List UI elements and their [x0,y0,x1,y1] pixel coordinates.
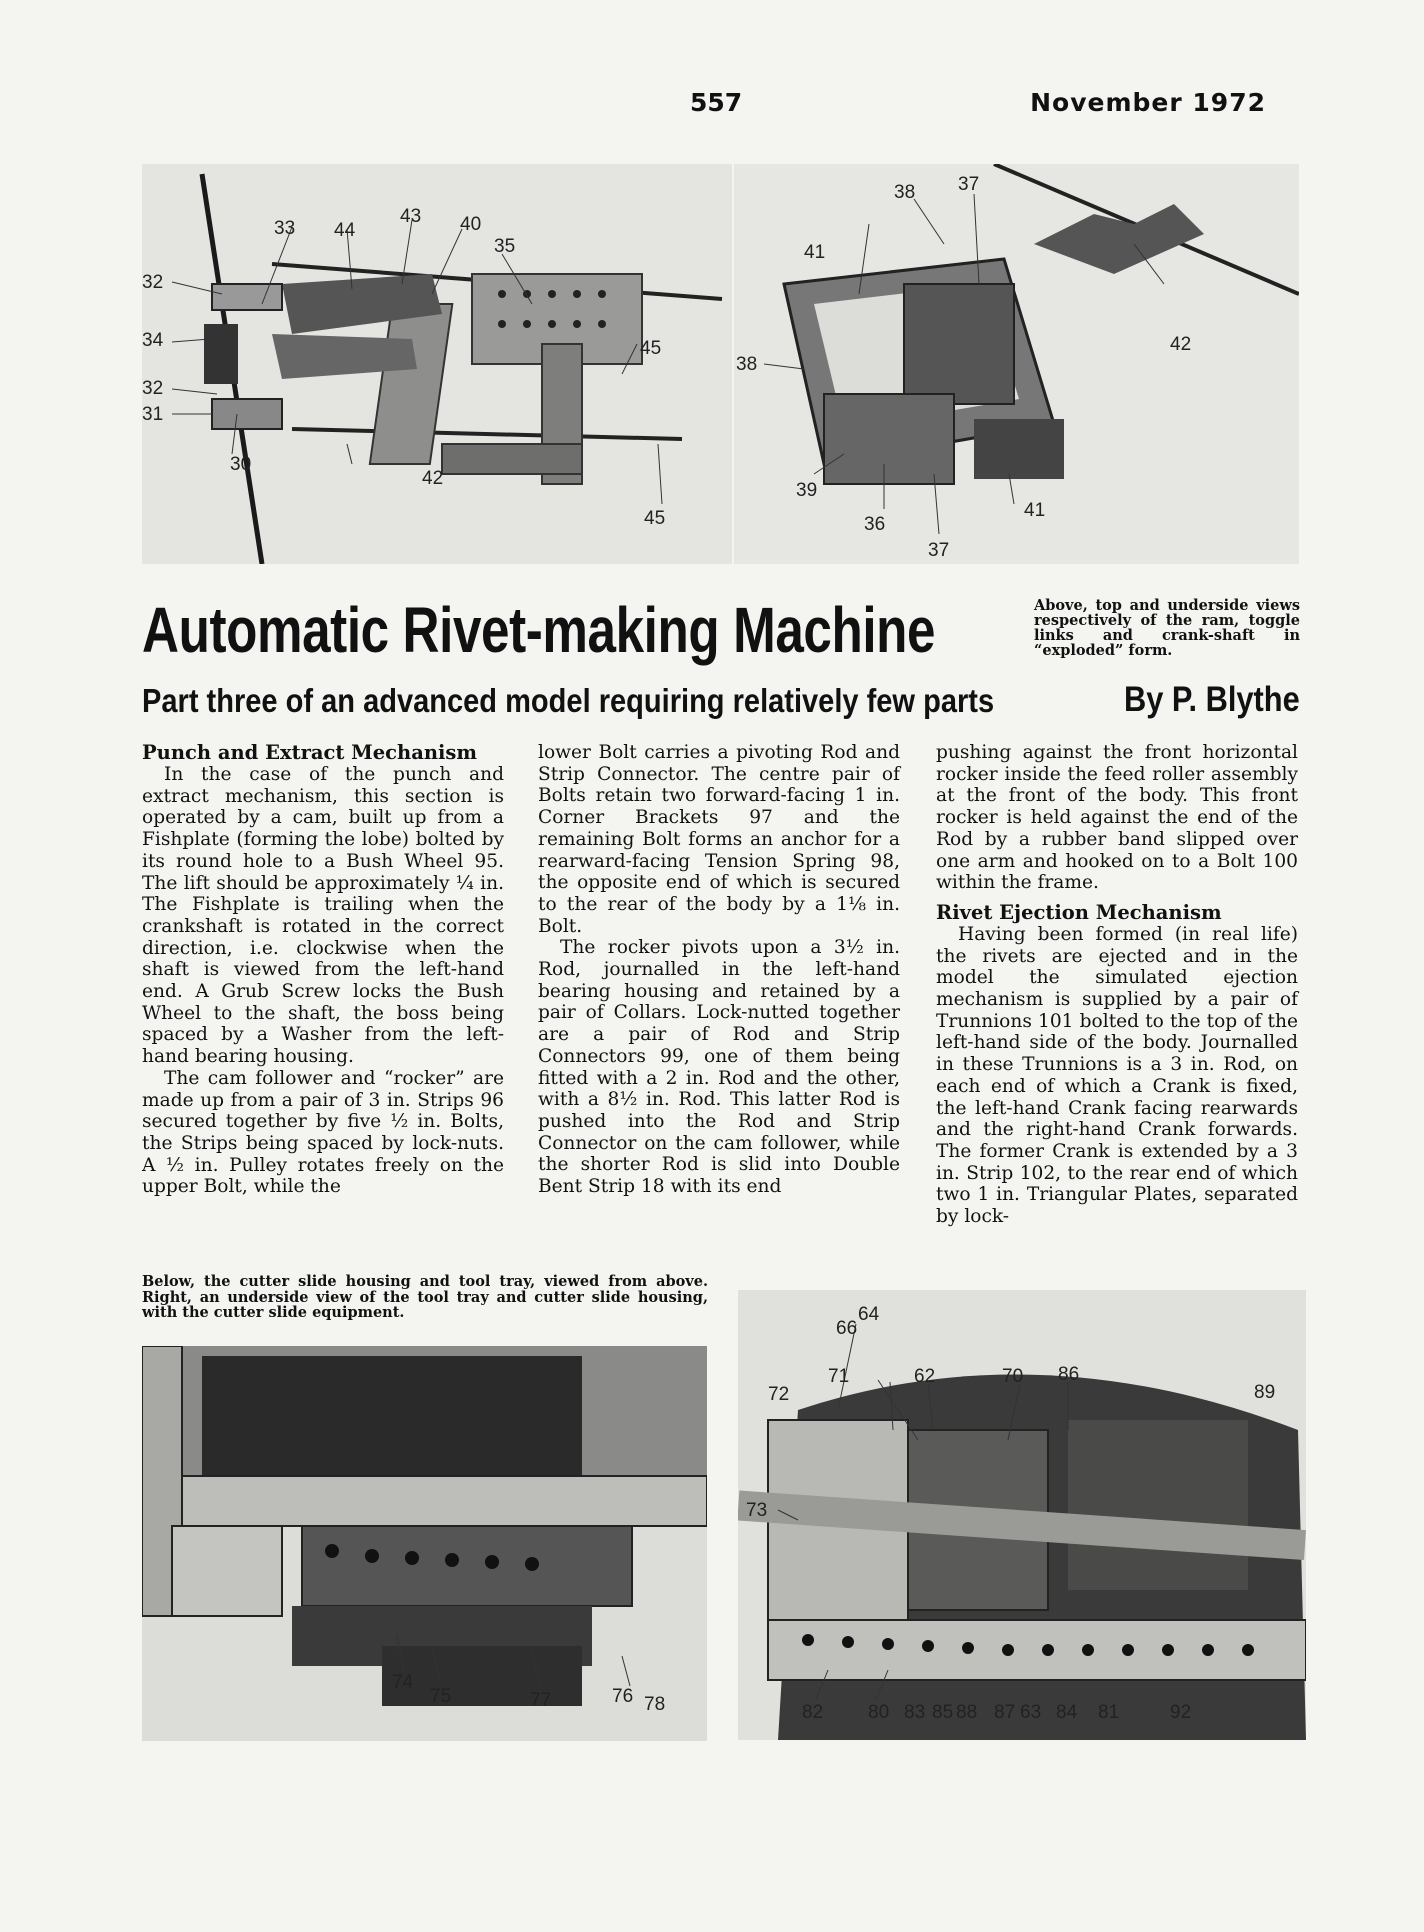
bottom-photo-caption: Below, the cutter slide housing and tool tray, viewed from above. Right, an underside view of the tool tray and cutter slide housing, with the cutter slide equipment. [142,1273,708,1321]
photo-cutter-slide-top-view [142,1346,707,1741]
callout-label: 42 [422,468,444,489]
callout-label: 40 [460,214,482,235]
photo-ram-top-view [142,164,732,564]
paragraph: The cam follower and “rocker” are made up from a pair of 3 in. Strips 96 secured together by five ½ in. Bolts, the Strips being spaced by lock-nuts. A ½ in. Pulley rotates freely on the upper Bolt, while the [142,1067,504,1198]
callout-label: 75 [430,1686,452,1707]
paragraph: The rocker pivots upon a 3½ in. Rod, journalled in the left-hand bearing housing and retained by a pair of Collars. Lock-nutted together are a pair of Rod and Strip Connectors 99, one of them being fitted with a 2 in. Rod and the other, with a 8½ in. Rod. This latter Rod is pushed into the Rod and Strip Connector on the cam follower, while the shorter Rod is slid into Double Bent Strip 18 with its end [538,937,900,1198]
callout-label: 86 [1058,1364,1080,1385]
paragraph: lower Bolt carries a pivoting Rod and Strip Connector. The centre pair of Bolts retain two forward-facing 1 in. Corner Brackets 97 and the remaining Bolt forms an anchor for a rearward-facing Tension Spring 98, the opposite end of which is secured to the rear of the body by a 1⅛ in. Bolt. [538,742,900,937]
article-byline: By P. Blythe [1124,680,1300,719]
callout-label: 33 [274,218,296,239]
paragraph: Having been formed (in real life) the rivets are ejected and in the model the simulated ejection mechanism is supplied by a pair of Trunnions 101 bolted to the top of the left-hand side of the body. Journalled in these Trunnions is a 3 in. Rod, on each end of which a Crank is fixed, the left-hand Crank facing rearwards and the right-hand Crank forwards. The former Crank is extended by a 3 in. Strip 102, to the rear end of which two 1 in. Triangular Plates, separated by lock- [936,923,1298,1228]
text-column-2 [538,742,900,1198]
callout-label: 42 [1170,334,1192,355]
callout-label: 31 [142,404,164,425]
callout-label: 63 [1020,1702,1042,1723]
callout-label: 43 [400,206,422,227]
callout-label: 38 [894,182,916,203]
callout-label: 32 [142,272,164,293]
callout-label: 36 [864,514,886,535]
callout-label: 80 [868,1702,890,1723]
callout-label: 39 [796,480,818,501]
callout-label: 84 [1056,1702,1078,1723]
callout-label: 82 [802,1702,824,1723]
text-column-1 [142,742,504,1198]
section-heading: Punch and Extract Mechanism [142,741,478,764]
text-column-3 [936,742,1298,1228]
callout-label: 74 [392,1672,414,1693]
callout-label: 62 [914,1366,936,1387]
callout-label: 66 [836,1318,858,1339]
callout-label: 30 [230,454,252,475]
photo-ram-underside-view [734,164,1299,564]
callout-label: 88 [956,1702,978,1723]
callout-label: 64 [858,1304,880,1325]
callout-label: 83 [904,1702,926,1723]
page-number: 557 [690,88,743,117]
callout-label: 92 [1170,1702,1192,1723]
callout-label: 45 [640,338,662,359]
callout-label: 70 [1002,1366,1024,1387]
section-heading: Rivet Ejection Mechanism [936,900,1222,924]
callout-label: 44 [334,220,356,241]
callout-label: 35 [494,236,516,257]
article-title: Automatic Rivet-making Machine [142,594,936,666]
photo-cutter-slide-underside-view [738,1290,1306,1740]
callout-label: 81 [1098,1702,1120,1723]
callout-label: 77 [530,1690,552,1711]
paragraph: pushing against the front horizontal rocker inside the feed roller assembly at the front of the body. This front rocker is held against the end of the Rod by a rubber band slipped over one arm and hooked on to a Bolt 100 within the frame. [936,742,1298,894]
callout-label: 71 [828,1366,850,1387]
callout-label: 72 [768,1384,790,1405]
paragraph: In the case of the punch and extract mechanism, this section is operated by a cam, built up from a Fishplate (forming the lobe) bolted by its round hole to a Bush Wheel 95. The lift should be approximately ¼ in. The Fishplate is trailing when the crankshaft is rotated in the correct direction, i.e. clockwise when the shaft is viewed from the left-hand end. A Grub Screw locks the Bush Wheel to the shaft, the boss being spaced by a Washer from the left-hand bearing housing. [142,764,504,1068]
callout-label: 37 [958,174,980,195]
top-photo-caption: Above, top and underside views respectively of the ram, toggle links and crank-shaft in “exploded” form. [1034,597,1300,659]
issue-date: November 1972 [1030,88,1266,117]
callout-label: 38 [736,354,758,375]
callout-label: 32 [142,378,164,399]
callout-label: 45 [644,508,666,529]
callout-label: 37 [928,540,950,561]
callout-label: 78 [644,1694,666,1715]
callout-label: 87 [994,1702,1016,1723]
callout-label: 73 [746,1500,768,1521]
callout-label: 41 [804,242,826,263]
callout-label: 41 [1024,500,1046,521]
callout-label: 89 [1254,1382,1276,1403]
article-subtitle: Part three of an advanced model requiring relatively few parts [142,682,995,719]
callout-label: 34 [142,330,164,351]
callout-label: 76 [612,1686,634,1707]
callout-label: 85 [932,1702,954,1723]
